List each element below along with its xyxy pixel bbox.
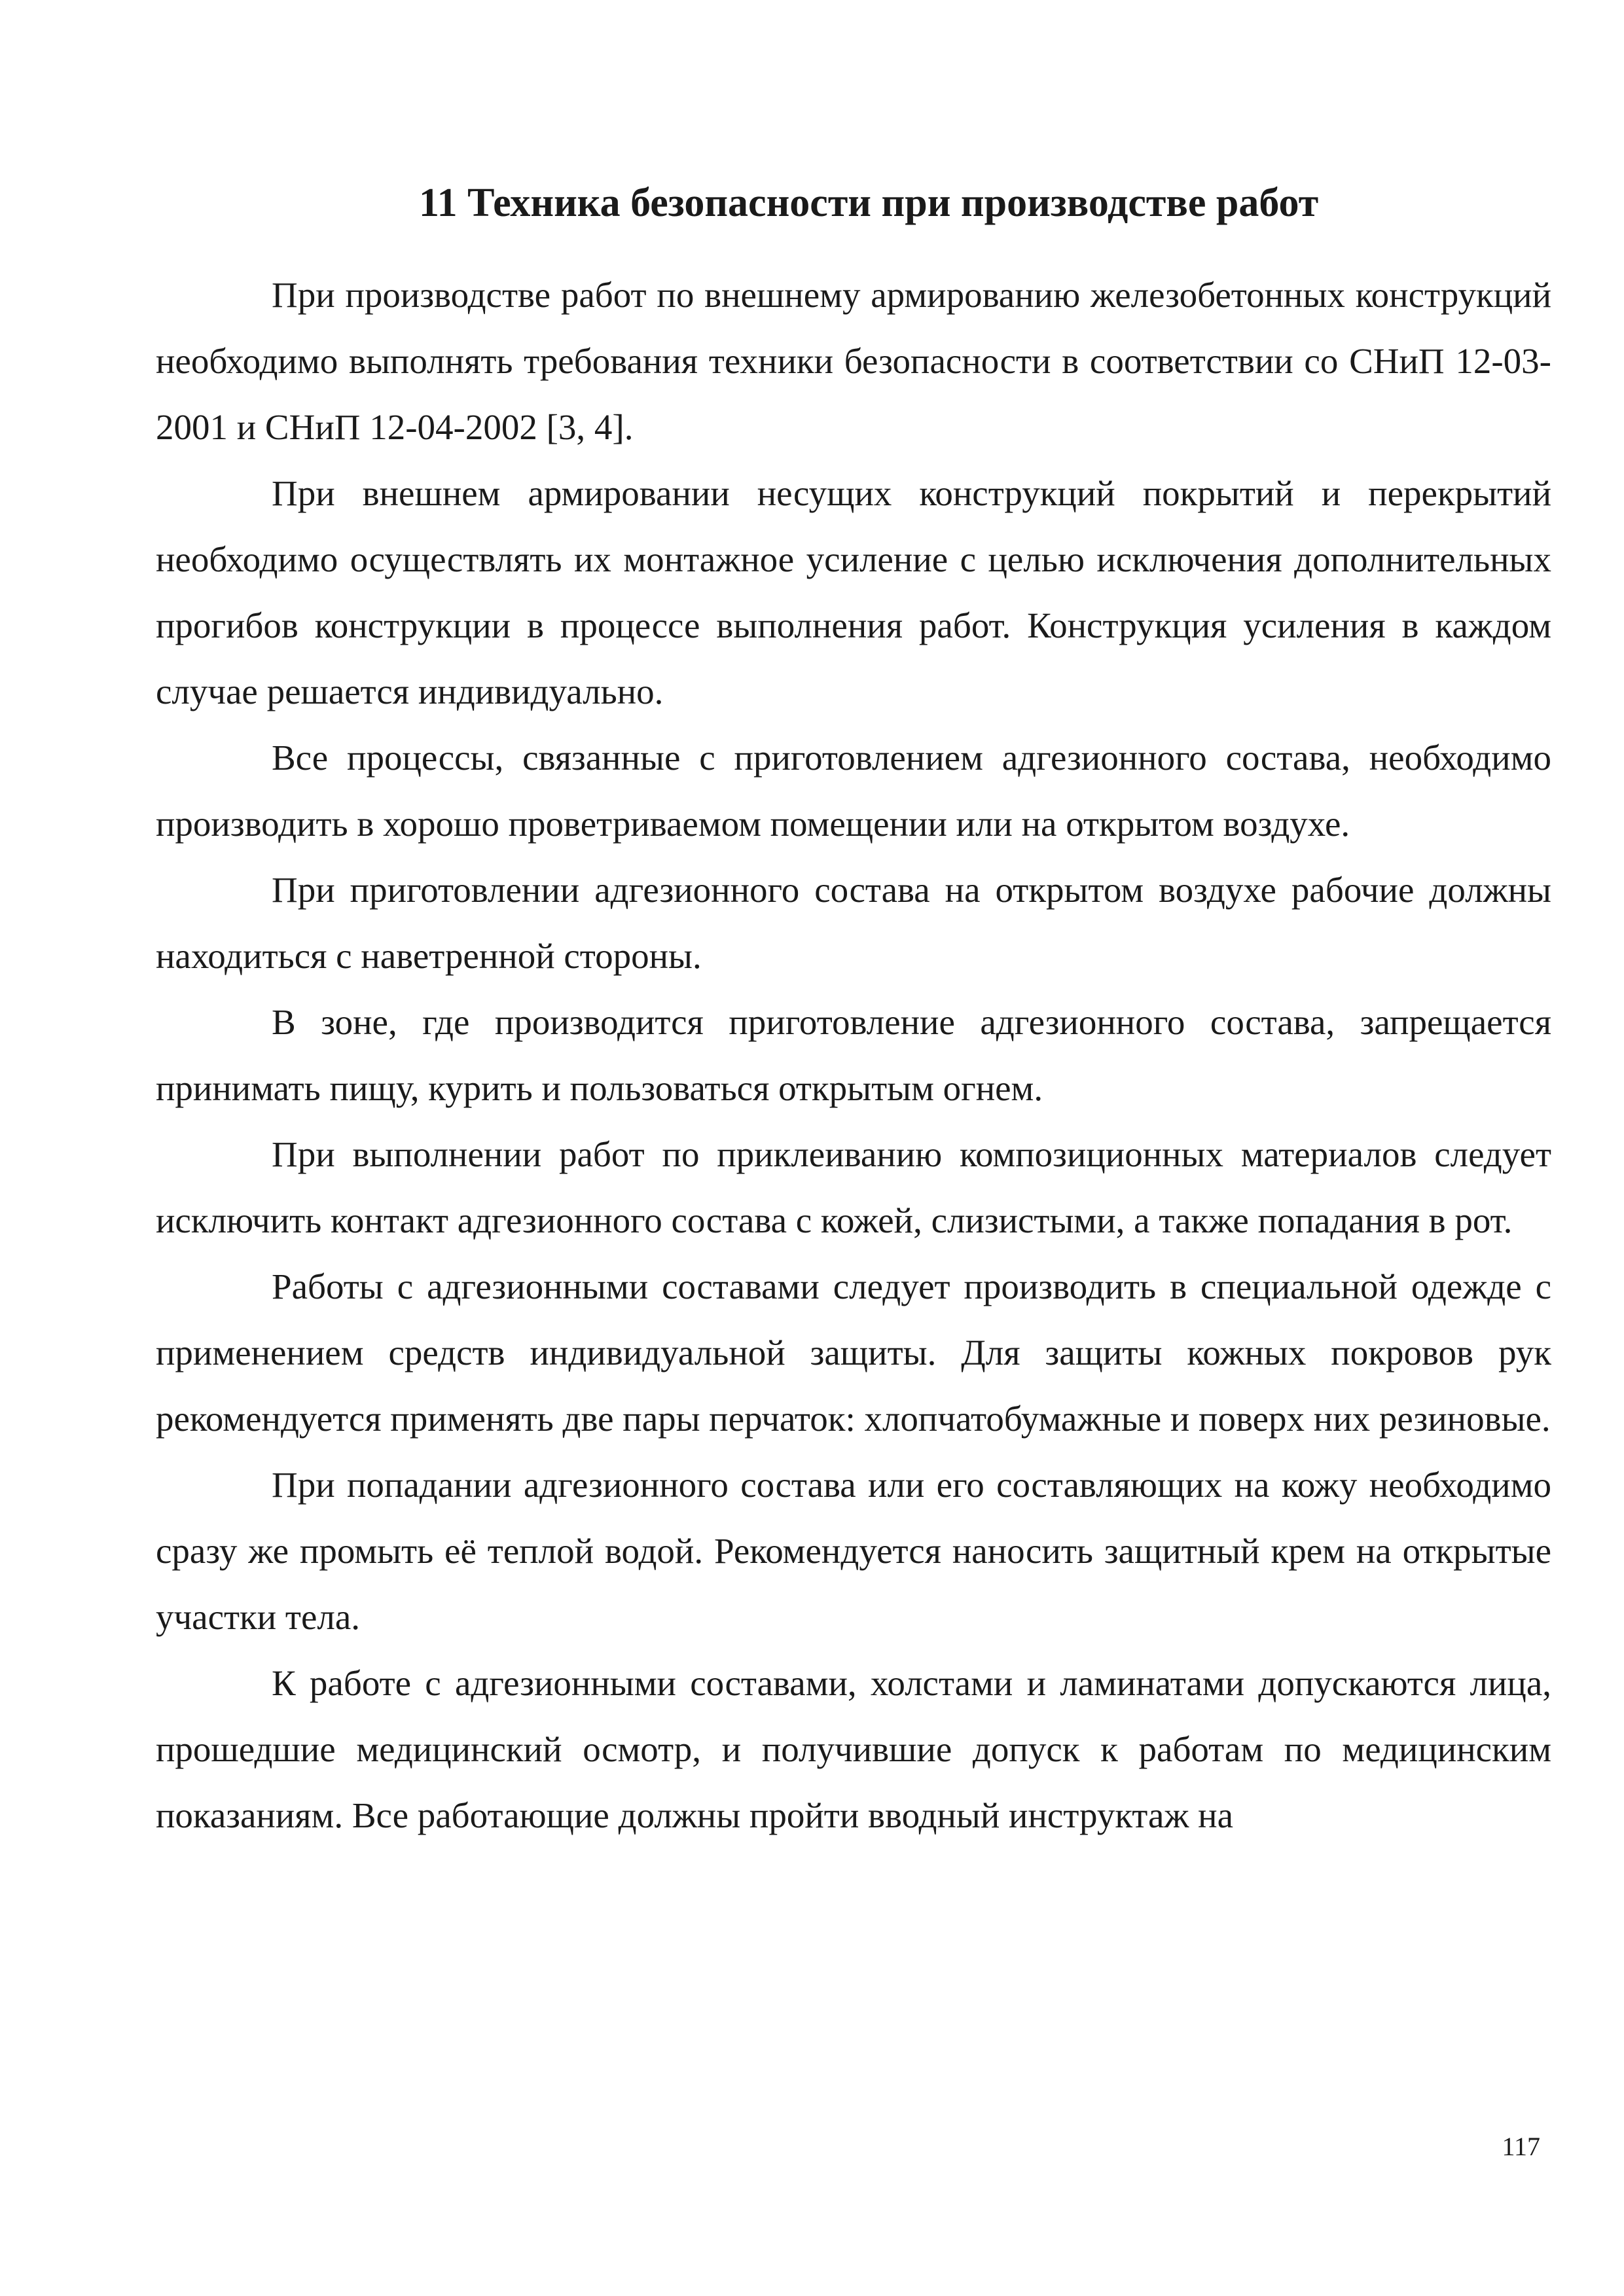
paragraph: При приготовлении адгезионного состава на открытом воздухе рабочие должны находиться с наветренной стороны.: [156, 870, 1551, 976]
paragraph: Работы с адгезионными составами следует производить в специальной одежде с применением средств индивидуальной защиты. Для защиты кожных покровов рук рекомендуется применять две пары перчаток: хлопчатобумажные и поверх них резиновые.: [156, 1266, 1551, 1439]
section-heading: 11 Техника безопасности при производстве работ: [419, 180, 1319, 225]
paragraph: К работе с адгезионными составами, холстами и ламинатами допускаются лица, прошедшие медицинский осмотр, и получившие допуск к работам по медицинским показаниям. Все работающие должны пройти вводный инструктаж на: [156, 1663, 1551, 1835]
page-number: 117: [1502, 2132, 1540, 2161]
paragraph: Все процессы, связанные с приготовлением адгезионного состава, необходимо производить в хорошо проветриваемом помещении или на открытом воздухе.: [156, 738, 1551, 844]
paragraph: В зоне, где производится приготовление адгезионного состава, запрещается принимать пищу, курить и пользоваться открытым огнем.: [156, 1002, 1551, 1108]
paragraph: При внешнем армировании несущих конструкций покрытий и перекрытий необходимо осуществлять их монтажное усиление с целью исключения дополнительных прогибов конструкции в процессе выполнения работ. Конструкция усиления в каждом случае решается индивидуально.: [156, 473, 1551, 711]
paragraph: При выполнении работ по приклеиванию композиционных материалов следует исключить контакт адгезионного состава с кожей, слизистыми, а также попадания в рот.: [156, 1134, 1551, 1240]
paragraph: При производстве работ по внешнему армированию железобетонных конструкций необходимо выполнять требования техники безопасности в соответствии со СНиП 12-03-2001 и СНиП 12-04-2002 [3, 4].: [156, 275, 1551, 447]
paragraph: При попадании адгезионного состава или его составляющих на кожу необходимо сразу же промыть её теплой водой. Рекомендуется наносить защитный крем на открытые участки тела.: [156, 1465, 1551, 1637]
body-text: [156, 262, 1551, 1848]
